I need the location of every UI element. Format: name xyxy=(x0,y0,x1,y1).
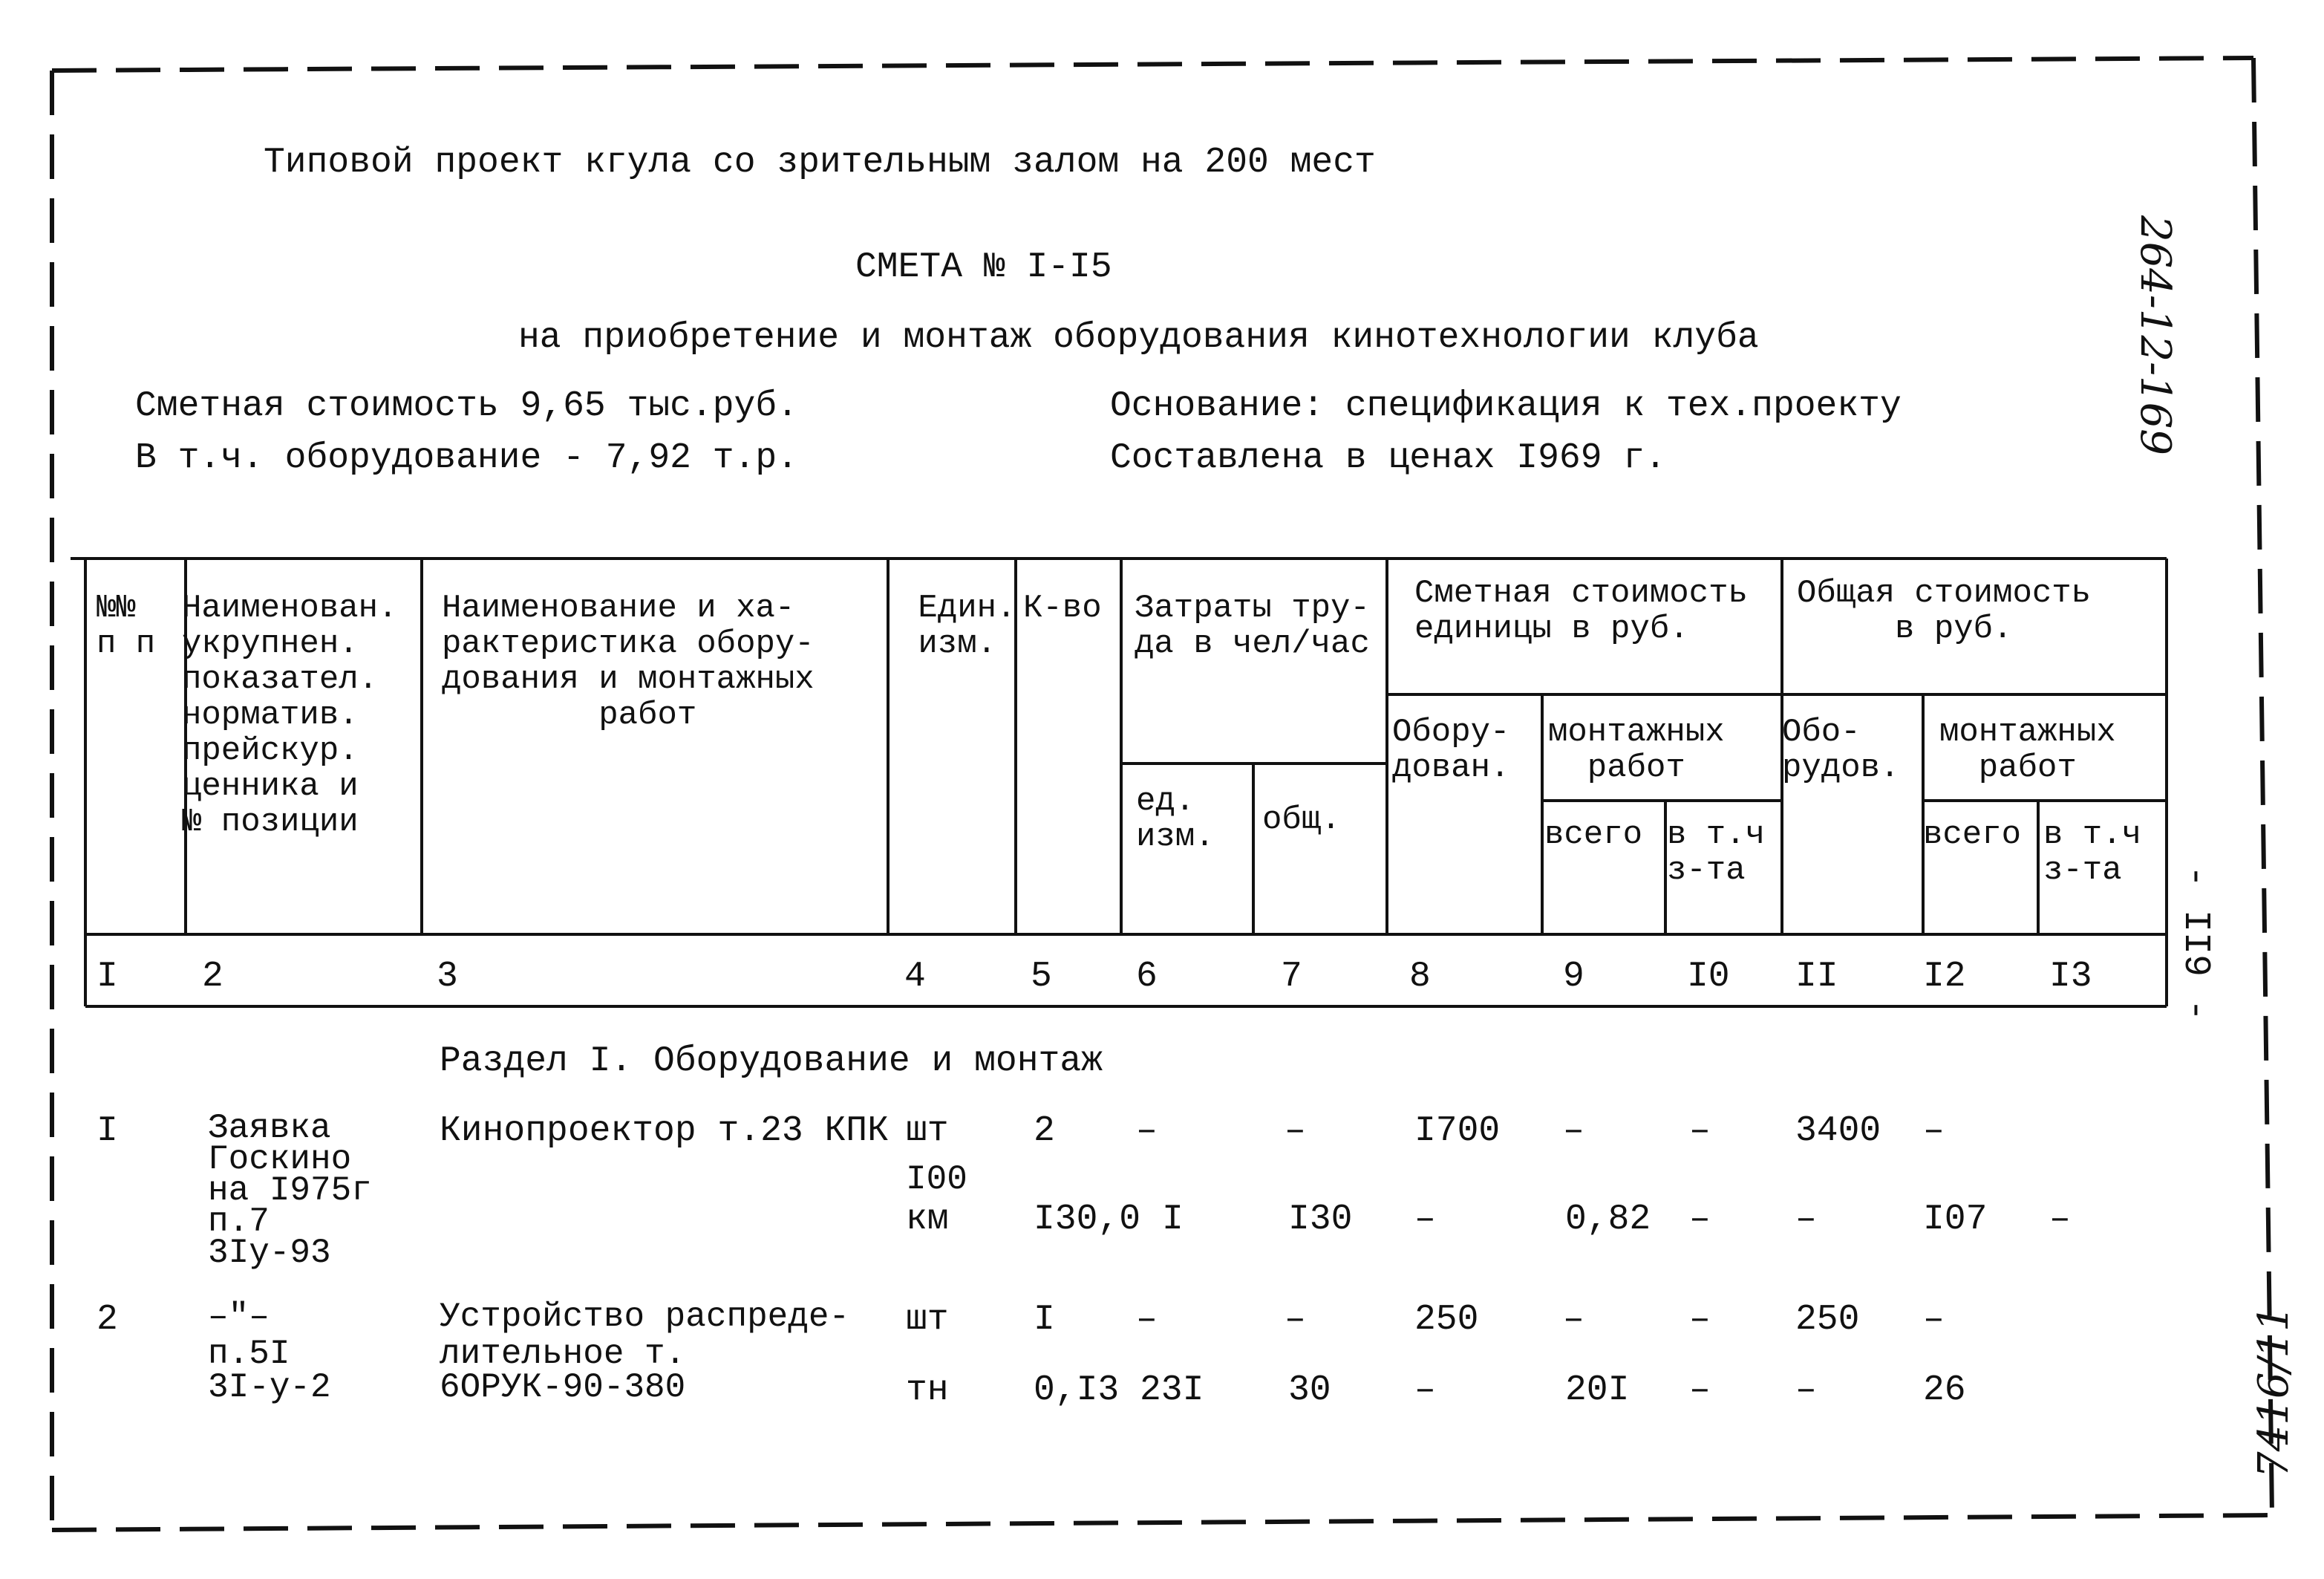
row1b-equipment-unit: – xyxy=(1414,1199,1436,1240)
row1b-labour-unit: I xyxy=(1162,1199,1184,1240)
row2b-total-equipment: – xyxy=(1795,1370,1817,1410)
section-title: Раздел I. Оборудование и монтаж xyxy=(440,1041,1103,1081)
row1a-total-mounting: – xyxy=(1923,1111,1945,1151)
row1b-total-equipment: – xyxy=(1795,1199,1817,1240)
row2a-equipment-unit: 250 xyxy=(1414,1300,1479,1340)
row1b-unit-top: I00 xyxy=(906,1160,967,1199)
row1-ref-line: 3Iу-93 xyxy=(208,1234,331,1272)
row1-ref-line: Госкино xyxy=(208,1140,352,1179)
row2-name-line: Устройство распреде- xyxy=(440,1298,850,1336)
smeta-number: СМЕТА № I-I5 xyxy=(855,247,1112,287)
row1-num: I xyxy=(97,1111,118,1151)
header-unit-cost-mounting-wage: в т.ч з-та xyxy=(1667,816,1766,889)
header-labour-unit: ед. изм. xyxy=(1136,783,1215,856)
row1-ref-line: на I975г xyxy=(208,1171,372,1210)
row1a-mounting-total: – xyxy=(1563,1111,1584,1151)
header-total-mounting: монтажных работ xyxy=(1939,714,2116,787)
header-name: Наименование и ха- рактеристика обору- дования и монтажных работ xyxy=(442,590,815,734)
row1b-qty: I30,0 xyxy=(1034,1199,1141,1240)
header-labour: Затраты тру- да в чел/час xyxy=(1135,590,1370,662)
col-number: 7 xyxy=(1281,957,1302,997)
header-total-cost: Общая стоимость в руб. xyxy=(1797,575,2092,648)
frame-right-dash xyxy=(2253,58,2272,1515)
row2-name-line: лительное т. xyxy=(440,1335,686,1373)
header-norm-ref: Наименован. укрупнен. показател. норматив. прейскур. ценника и № позиции xyxy=(182,590,398,841)
row1b-mounting-wage: – xyxy=(1689,1199,1711,1240)
col-number: 8 xyxy=(1409,957,1431,997)
frame-top-dash xyxy=(52,58,2253,71)
estimated-cost: Сметная стоимость 9,65 тыс.руб. xyxy=(135,386,798,426)
row1b-unit: км xyxy=(906,1199,949,1240)
header-unit-cost-mounting: монтажных работ xyxy=(1548,714,1725,787)
row2a-total-equipment: 250 xyxy=(1795,1300,1860,1340)
inventory-number-handwritten: 7416/11 xyxy=(2250,1305,2298,1478)
col-number: 6 xyxy=(1136,957,1158,997)
basis-line: Основание: спецификация к тех.проекту xyxy=(1110,386,1902,426)
col-number: I xyxy=(97,957,118,997)
header-total-mounting-wage: в т.ч з-та xyxy=(2043,816,2142,889)
row2b-labour-total: 30 xyxy=(1288,1370,1331,1410)
row2-num: 2 xyxy=(97,1300,118,1340)
row2a-unit: шт xyxy=(906,1300,949,1340)
prices-line: Составлена в ценах I969 г. xyxy=(1110,438,1666,478)
row1a-unit: шт xyxy=(906,1111,949,1151)
row2a-labour-unit: – xyxy=(1136,1300,1158,1340)
row1a-equipment-unit: I700 xyxy=(1414,1111,1501,1151)
header-unit-cost-equipment: Обору- дован. xyxy=(1392,714,1510,787)
header-labour-total: общ. xyxy=(1262,801,1341,839)
header-unit: Един. изм. xyxy=(918,590,1016,662)
row2b-mounting-total: 20I xyxy=(1565,1370,1630,1410)
col-number: II xyxy=(1795,957,1838,997)
row2a-total-mounting: – xyxy=(1923,1300,1945,1340)
row2-ref-line: 3I-у-2 xyxy=(208,1368,331,1407)
col-number: I2 xyxy=(1923,957,1966,997)
header-num: №№ п п xyxy=(97,590,156,662)
row2b-total-mounting: 26 xyxy=(1923,1370,1966,1410)
row1a-labour-unit: – xyxy=(1136,1111,1158,1151)
row2b-labour-unit: 23I xyxy=(1140,1370,1204,1410)
row2-name-line: 6ОРУК-90-380 xyxy=(440,1368,686,1407)
row2a-labour-total: – xyxy=(1285,1300,1306,1340)
doc-code-handwritten: 264-12-169 xyxy=(2131,215,2179,455)
row1-ref-line: п.7 xyxy=(208,1202,270,1241)
row2-ref-line: п.5I xyxy=(208,1335,290,1373)
col-number: I3 xyxy=(2049,957,2092,997)
header-qty: К-во xyxy=(1023,590,1102,627)
col-number: 9 xyxy=(1563,957,1584,997)
row1-ref-line: Заявка xyxy=(208,1109,331,1147)
row2a-mounting-total: – xyxy=(1563,1300,1584,1340)
row2-ref-line: –"– xyxy=(208,1298,270,1336)
header-unit-cost: Сметная стоимость единицы в руб. xyxy=(1414,575,1748,648)
row1a-total-equipment: 3400 xyxy=(1795,1111,1881,1151)
header-total-mounting-total: всего xyxy=(1923,816,2022,853)
row2b-qty: 0,I3 xyxy=(1034,1370,1120,1410)
row1b-total-wage: – xyxy=(2049,1199,2071,1240)
frame-bottom-dash xyxy=(52,1515,2272,1530)
row1b-total-mounting: I07 xyxy=(1923,1199,1988,1240)
row2b-unit: тн xyxy=(906,1370,949,1410)
header-total-equipment: Обо- рудов. xyxy=(1782,714,1900,787)
row2a-mounting-wage: – xyxy=(1689,1300,1711,1340)
project-title: Типовой проект кгула со зрительным залом на 200 мест xyxy=(264,143,1376,183)
row1a-qty: 2 xyxy=(1034,1111,1055,1151)
smeta-subtitle: на приобретение и монтаж оборудования кинотехнологии клуба xyxy=(518,318,1759,358)
row1-name: Кинопроектор т.23 КПК xyxy=(440,1111,889,1151)
row1a-mounting-wage: – xyxy=(1689,1111,1711,1151)
row1b-labour-total: I30 xyxy=(1288,1199,1353,1240)
row1b-mounting-total: 0,82 xyxy=(1565,1199,1651,1240)
col-number: I0 xyxy=(1687,957,1730,997)
col-number: 3 xyxy=(437,957,458,997)
row2b-equipment-unit: – xyxy=(1414,1370,1436,1410)
page-number: - II9 - xyxy=(2174,865,2216,1022)
row2a-qty: I xyxy=(1034,1300,1055,1340)
header-unit-cost-mounting-total: всего xyxy=(1544,816,1643,853)
row1a-labour-total: – xyxy=(1285,1111,1306,1151)
col-number: 5 xyxy=(1031,957,1052,997)
equipment-cost: В т.ч. оборудование - 7,92 т.р. xyxy=(135,438,798,478)
col-number: 4 xyxy=(904,957,926,997)
col-number: 2 xyxy=(202,957,223,997)
row2b-mounting-wage: – xyxy=(1689,1370,1711,1410)
